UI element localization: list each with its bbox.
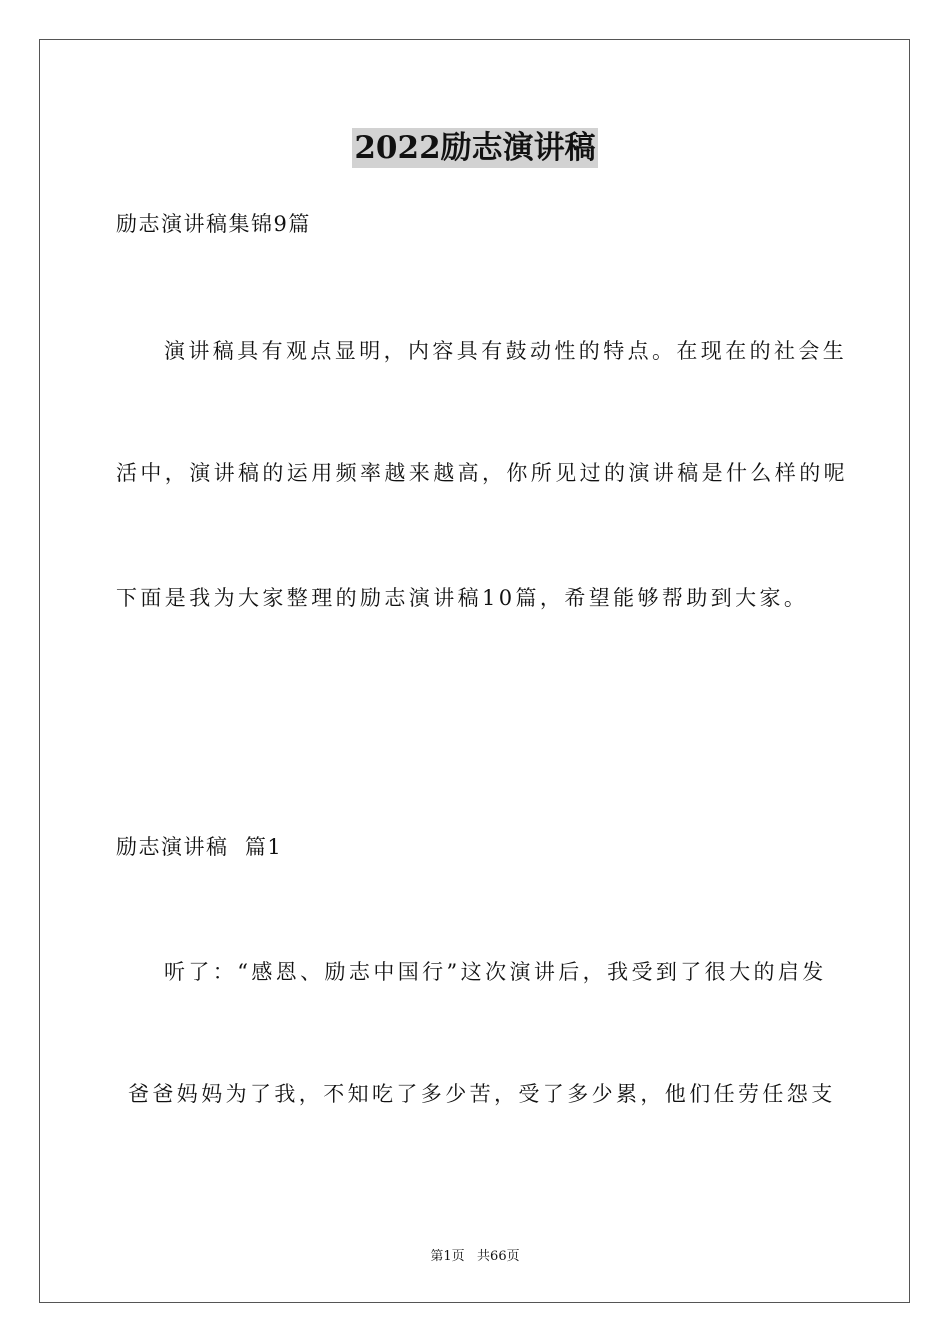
intro-line-3: 下面是我为大家整理的励志演讲稿10篇，希望能够帮助到大家。: [116, 586, 809, 610]
page-number-footer: 第1页 共66页: [430, 1249, 520, 1264]
title-container: [0, 128, 950, 168]
section-heading: 励志演讲稿 篇1: [116, 835, 283, 859]
section-line-1: 听了：“感恩、励志中国行”这次演讲后，我受到了很大的启发: [164, 960, 827, 984]
intro-line-1: 演讲稿具有观点显明，内容具有鼓动性的特点。在现在的社会生: [164, 339, 848, 363]
section-line-2: 爸爸妈妈为了我，不知吃了多少苦，受了多少累，他们任劳任怨支: [128, 1082, 836, 1106]
document-subtitle: 励志演讲稿集锦9篇: [116, 212, 311, 236]
intro-line-2: 活中，演讲稿的运用频率越来越高，你所见过的演讲稿是什么样的呢: [116, 461, 848, 485]
document-title: 2022励志演讲稿: [354, 130, 596, 166]
